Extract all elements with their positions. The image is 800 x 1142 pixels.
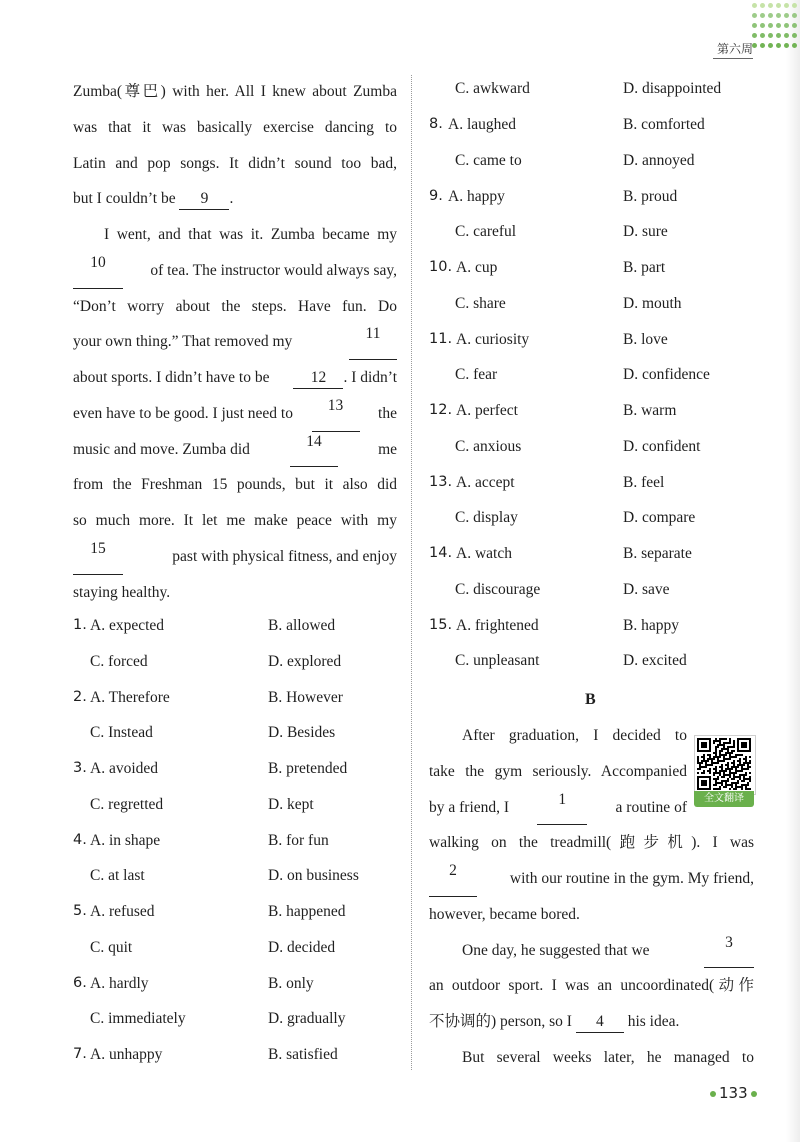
page-edge-shadow: [786, 0, 800, 1142]
passage-text: his idea.: [627, 1013, 680, 1030]
passage-line: staying healthy.: [73, 583, 171, 601]
passage-line: [429, 790, 687, 826]
option-b[interactable]: B. proud: [623, 187, 678, 205]
question-number: 10.: [429, 259, 453, 275]
question-number: 11.: [429, 330, 453, 347]
header-dot: [776, 43, 781, 48]
option-d[interactable]: D. decided: [268, 938, 336, 956]
question-number: 12.: [429, 402, 453, 418]
header-rule: [713, 58, 753, 59]
option-c[interactable]: C. quit: [90, 938, 133, 956]
header-dot: [768, 23, 773, 28]
passage-text: even have to be good. I just need to: [73, 404, 293, 422]
option-b[interactable]: B. separate: [623, 545, 692, 562]
blank-13[interactable]: 13: [312, 396, 360, 432]
header-dot: [760, 43, 765, 48]
passage-line: however, became bored.: [429, 905, 580, 923]
option-c[interactable]: C. discourage: [455, 580, 541, 598]
option-c[interactable]: C. regretted: [90, 795, 164, 813]
header-dot: [760, 33, 765, 38]
option-a[interactable]: A. expected: [90, 617, 165, 634]
passage-line: I went, and that was it. Zumba became my: [104, 226, 397, 243]
option-c[interactable]: C. forced: [90, 652, 148, 670]
option-a[interactable]: A. in shape: [90, 831, 161, 849]
option-a[interactable]: A. Therefore: [90, 688, 170, 706]
option-d[interactable]: D. compare: [623, 509, 696, 527]
question-number: 13.: [429, 473, 453, 490]
passage-text: . I didn’t: [343, 369, 397, 386]
option-d[interactable]: D. excited: [623, 652, 687, 670]
option-a[interactable]: A. happy: [448, 187, 505, 205]
question-number: 2.: [73, 688, 87, 705]
page-number-dot-icon: [710, 1091, 716, 1097]
blank-12[interactable]: 12: [293, 368, 343, 389]
page-number-dot-icon: [751, 1091, 757, 1097]
passage-line: [73, 181, 397, 217]
passage-line: [429, 1004, 754, 1040]
option-c[interactable]: C. share: [455, 294, 506, 312]
option-a[interactable]: A. cup: [456, 259, 498, 276]
blank-10[interactable]: 10: [73, 253, 123, 289]
week-label: 第六周: [717, 42, 754, 56]
option-d[interactable]: D. confidence: [623, 366, 710, 384]
header-dot: [792, 23, 797, 28]
option-c[interactable]: C. unpleasant: [455, 652, 540, 670]
option-a[interactable]: A. laughed: [448, 116, 517, 133]
passage-line: [73, 360, 397, 396]
option-b[interactable]: B. happy: [623, 616, 679, 634]
header-dot: [784, 13, 789, 18]
option-d[interactable]: D. Besides: [268, 724, 336, 742]
header-dot: [784, 33, 789, 38]
option-c[interactable]: C. immediately: [90, 1010, 186, 1028]
passage-line: After graduation, I decided to: [462, 727, 687, 744]
passage-line: [73, 432, 397, 468]
option-d[interactable]: D. on business: [268, 867, 359, 885]
passage-line: an outdoor sport. I was an uncoordinated(动作: [429, 977, 754, 995]
option-b[interactable]: B. pretended: [268, 760, 348, 777]
passage-line: Zumba(尊巴) with her. All I knew about Zumba: [73, 83, 397, 100]
header-dot: [776, 33, 781, 38]
blank-14[interactable]: 14: [290, 432, 338, 468]
option-c[interactable]: C. awkward: [455, 80, 530, 97]
column-divider: [411, 75, 412, 1070]
passage-text: with our routine in the gym. My friend,: [509, 870, 754, 887]
passage-line: was that it was basically exercise dancing to: [73, 118, 397, 136]
blank-9[interactable]: 9: [179, 189, 229, 210]
passage-line: walking on the treadmill(跑步机). I was: [429, 834, 754, 852]
passage-text: by a friend, I: [429, 798, 510, 816]
option-d[interactable]: D. mouth: [623, 294, 682, 312]
option-c[interactable]: C. at last: [90, 867, 145, 885]
option-a[interactable]: A. unhappy: [90, 1046, 163, 1063]
blank-b3[interactable]: 3: [704, 933, 754, 969]
passage-text: One day, he suggested that we: [462, 941, 650, 959]
header-dot: [752, 3, 757, 8]
passage-text: your own thing.” That removed my: [73, 333, 293, 351]
passage-text: 不协调的) person, so I: [429, 1013, 572, 1030]
option-d[interactable]: D. disappointed: [623, 80, 722, 97]
option-c[interactable]: C. fear: [455, 366, 498, 384]
header-dot: [760, 23, 765, 28]
qr-caption: 全文翻译: [694, 791, 754, 807]
question-number: 1.: [73, 617, 87, 633]
header-dot: [792, 33, 797, 38]
option-b[interactable]: B. However: [268, 688, 343, 706]
passage-line: [429, 861, 754, 897]
question-number: 5.: [73, 903, 87, 919]
blank-b1[interactable]: 1: [537, 790, 587, 826]
header-dot: [760, 3, 765, 8]
passage-text: the: [378, 404, 397, 422]
option-d[interactable]: D. kept: [268, 795, 314, 813]
passage-line: [73, 539, 397, 575]
option-a[interactable]: A. hardly: [90, 974, 149, 992]
blank-b4[interactable]: 4: [576, 1012, 624, 1033]
passage-text: but I couldn’t be: [73, 190, 176, 208]
page-number: [707, 1084, 760, 1102]
passage-line: so much more. It let me make peace with my: [73, 512, 397, 529]
passage-line: Latin and pop songs. It didn’t sound too bad,: [73, 154, 397, 172]
header-dot: [792, 3, 797, 8]
header-dot: [784, 23, 789, 28]
option-c[interactable]: C. anxious: [455, 437, 522, 455]
option-c[interactable]: C. Instead: [90, 724, 153, 742]
passage-line: take the gym seriously. Accompanied: [429, 762, 687, 780]
header-dot: [752, 13, 757, 18]
passage-b-text: [429, 718, 754, 1076]
passage-line: from the Freshman 15 pounds, but it also did: [73, 476, 397, 494]
option-a[interactable]: A. refused: [90, 903, 155, 920]
option-b[interactable]: B. happened: [268, 903, 346, 920]
header-dot: [760, 13, 765, 18]
question-number: 8.: [429, 116, 443, 132]
passage-a-text: [73, 74, 397, 610]
option-c[interactable]: C. careful: [455, 223, 517, 241]
option-d[interactable]: D. gradually: [268, 1010, 346, 1028]
option-a[interactable]: A. frightened: [456, 616, 539, 634]
option-d[interactable]: D. save: [623, 580, 670, 598]
option-c[interactable]: C. came to: [455, 151, 522, 169]
question-number: 15.: [429, 616, 453, 633]
option-b[interactable]: B. love: [623, 330, 668, 348]
option-b[interactable]: B. feel: [623, 473, 665, 491]
option-d[interactable]: D. annoyed: [623, 151, 695, 169]
header-dot: [752, 23, 757, 28]
question-number: 9.: [429, 187, 443, 204]
passage-text: .: [229, 190, 234, 208]
option-d[interactable]: D. confident: [623, 437, 701, 455]
passage-text: past with physical fitness, and enjoy: [172, 547, 397, 565]
option-b[interactable]: B. allowed: [268, 617, 336, 634]
option-b[interactable]: B. only: [268, 974, 314, 992]
option-a[interactable]: A. avoided: [90, 760, 159, 777]
option-b[interactable]: B. satisfied: [268, 1046, 338, 1063]
question-number: 6.: [73, 974, 87, 991]
passage-line: [73, 396, 397, 432]
question-number: 14.: [429, 545, 453, 561]
question-number: 4.: [73, 831, 87, 848]
option-a[interactable]: A. perfect: [456, 402, 518, 419]
passage-text: music and move. Zumba did: [73, 440, 250, 458]
header-dot: [784, 3, 789, 8]
header-dot: [768, 13, 773, 18]
passage-text: of tea. The instructor would always say,: [150, 261, 397, 279]
header-dot: [792, 43, 797, 48]
question-number: 3.: [73, 760, 87, 776]
option-a[interactable]: A. curiosity: [456, 330, 530, 348]
passage-line: [429, 933, 754, 969]
option-b[interactable]: B. comforted: [623, 116, 705, 133]
option-d[interactable]: D. sure: [623, 223, 668, 241]
header-dot: [768, 3, 773, 8]
header-dot: [768, 43, 773, 48]
option-b[interactable]: B. part: [623, 259, 666, 276]
option-b[interactable]: B. warm: [623, 402, 677, 419]
header-dot: [776, 13, 781, 18]
passage-line: But several weeks later, he managed to: [462, 1048, 754, 1066]
blank-11[interactable]: 11: [349, 324, 397, 360]
header-dot-pattern: [752, 0, 800, 56]
header-dot: [776, 23, 781, 28]
passage-line: “Don’t worry about the steps. Have fun. Do: [73, 297, 397, 315]
section-b-title: B: [585, 691, 596, 708]
header-dot: [792, 13, 797, 18]
option-c[interactable]: C. display: [455, 509, 518, 527]
blank-b2[interactable]: 2: [429, 861, 477, 897]
option-b[interactable]: B. for fun: [268, 831, 329, 849]
header-dot: [768, 33, 773, 38]
option-a[interactable]: A. accept: [456, 473, 515, 491]
page-number-text: 133: [719, 1084, 748, 1102]
header-dot: [752, 33, 757, 38]
passage-text: about sports. I didn’t have to be: [73, 369, 270, 386]
passage-line: [73, 324, 397, 360]
blank-15[interactable]: 15: [73, 539, 123, 575]
option-d[interactable]: D. explored: [268, 652, 342, 670]
passage-text: a routine of: [615, 798, 687, 816]
passage-text: me: [378, 440, 397, 458]
header-dot: [776, 3, 781, 8]
passage-line: [73, 253, 397, 289]
question-number: 7.: [73, 1046, 87, 1062]
header-dot: [784, 43, 789, 48]
option-a[interactable]: A. watch: [456, 545, 512, 562]
